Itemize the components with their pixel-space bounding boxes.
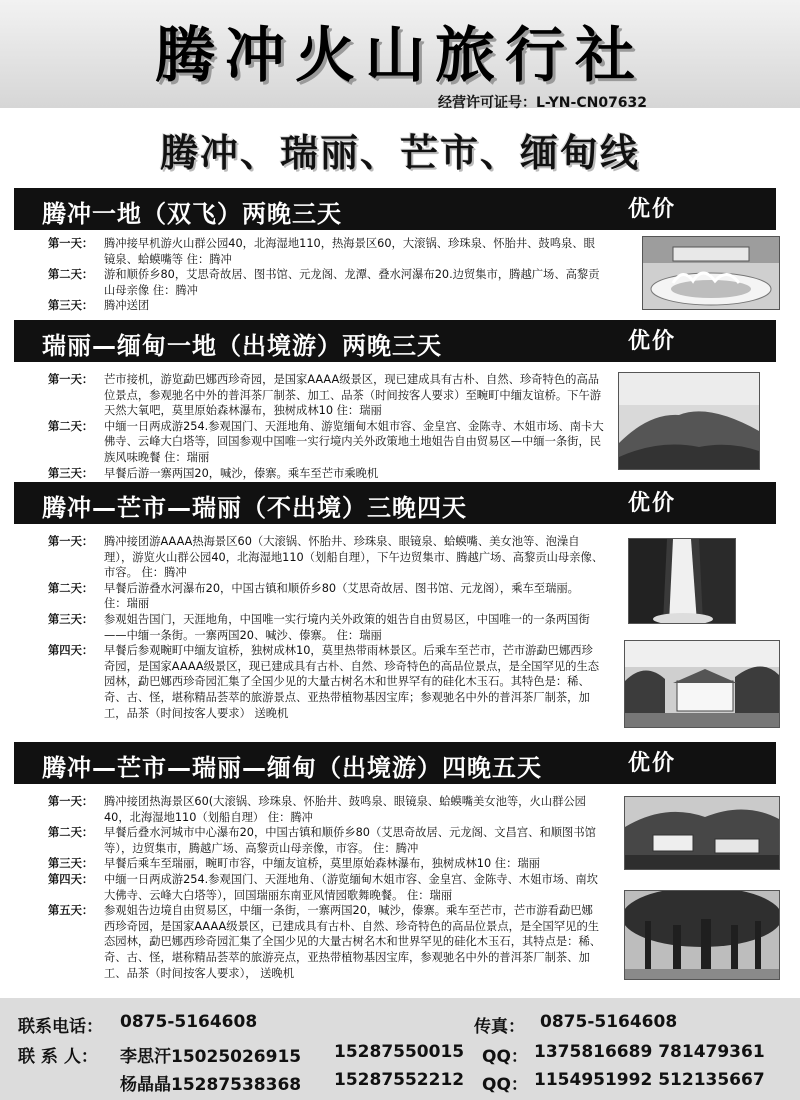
itinerary-2	[48, 372, 608, 481]
itinerary-day	[48, 466, 608, 482]
itinerary-day	[48, 419, 608, 466]
day-text: 芒市接机，游览勐巴娜西珍奇园，是国家AAAA级景区，现已建成具有古朴、自然、珍奇特色的高品位景点，参观驰名中外的普洱茶厂制茶、加工、品茶（时间按客人要求）至畹町中缅友谊桥。下午游天然大氧吧，莫里原始森林瀑布，独树成林10 住：瑞丽	[104, 373, 602, 418]
section-bar-4	[14, 742, 776, 784]
itinerary-day	[48, 581, 604, 612]
volcano-photo	[618, 372, 760, 470]
day-label: 第三天：	[48, 612, 94, 626]
contact-name-phone: 李思汗15025026915	[120, 1047, 302, 1067]
day-label: 第二天：	[48, 419, 94, 433]
fax-label: 传真：	[474, 1017, 525, 1037]
day-text: 参观姐告边境自由贸易区，中缅一条街，一寨两国20，喊沙，傣寨。乘车至芒市，芒市游看勐巴娜西珍奇园，是国家AAAA级景区，已建成具有古朴、自然、珍奇特色的高品位景点，是全国罕见的生态园林，勐巴娜西珍奇园汇集了全国少见的大量古树名木和世界罕见的硅化木玉石，其特点是：稀、奇、古、怪，堪称精品荟萃的旅游亮点，亚热带植物基因宝库，参观驰名中外的普洱茶厂制茶、加工、品茶（时间按客人要求）， 送晚机	[104, 904, 602, 980]
itinerary-day	[48, 825, 604, 856]
itinerary-day	[48, 298, 600, 314]
license-number: 经营许可证号：L-YN-CN07632	[438, 95, 648, 111]
day-label: 第五天：	[48, 904, 94, 918]
itinerary-4	[48, 794, 604, 981]
header-band	[0, 0, 800, 111]
itinerary-3	[48, 534, 604, 721]
waterfall-photo	[628, 538, 736, 624]
itinerary-day	[48, 236, 600, 267]
day-text: 早餐后叠水河城市中心瀑布20，中国古镇和顺侨乡80（艾思奇故居、元龙阁、文昌宫、和顺图书馆等），边贸集市，腾越广场、高黎贡山母亲像，市容。 住：腾冲	[104, 826, 596, 855]
day-text: 腾冲送团	[104, 299, 150, 313]
itinerary-day	[48, 903, 604, 981]
contact-phone-2: 15287552212	[334, 1070, 465, 1090]
banyan-tree-photo	[624, 890, 780, 980]
day-text: 中缅一日两成游254.参观国门、天涯地角、（游览缅甸木姐市容、金皇宫、金陈寺、木姐市场、南坎大佛寺、云峰大白塔等），回国瑞丽东南亚风情园歌舞晚餐。 住：瑞丽	[104, 872, 598, 902]
section-bar-1	[14, 188, 776, 230]
itinerary-day	[48, 612, 604, 643]
itinerary-day	[48, 372, 608, 419]
day-text: 中缅一日两成游254.参观国门、天涯地角、游览缅甸木姐市容、金皇宫、金陈寺、木姐市场、南卡大佛寺、云峰大白塔等，回国参观中国唯一实行境内关外政策地土地姐告自由贸易区—中缅一条街，民族风味晚餐 住：瑞丽	[104, 419, 604, 464]
day-text: 腾冲接团热海景区60(大滚锅、珍珠泉、怀胎井、鼓鸣泉、眼镜泉、蛤蟆嘴美女池等，火山群公园40，北海湿地110（划船自理） 住：腾冲	[104, 795, 586, 824]
price-badge: 优价	[628, 751, 677, 776]
qq-numbers: 1154951992 512135667	[534, 1070, 765, 1090]
price-badge: 优价	[628, 197, 677, 222]
day-text: 腾冲接团游AAAA热海景区60（大滚锅、怀胎井、珍珠泉、眼镜泉、蛤蟆嘴、美女池等、泡澡自理），游览火山群公园40，北海湿地110（划船自理），下午边贸集市、腾越广场、高黎贡山母亲像、市容。 住：腾冲	[104, 535, 604, 580]
section-title: 腾冲—芒市—瑞丽—缅甸（出境游）四晚五天	[42, 754, 542, 782]
hot-spring-photo	[642, 236, 780, 310]
day-label: 第二天：	[48, 581, 94, 595]
day-label: 第三天：	[48, 299, 94, 313]
phone-number: 0875-5164608	[120, 1012, 258, 1032]
qq-numbers: 1375816689 781479361	[534, 1042, 765, 1062]
section-bar-3	[14, 482, 776, 524]
day-text: 腾冲接早机游火山群公园40，北海湿地110，热海景区60，大滚锅、珍珠泉、怀胎井、鼓鸣泉、眼镜泉、蛤蟆嘴等 住：腾冲	[104, 237, 595, 266]
itinerary-day	[48, 856, 604, 872]
section-title: 腾冲—芒市—瑞丽（不出境）三晚四天	[42, 494, 467, 522]
garden-gate-photo	[624, 640, 780, 728]
day-label: 第二天：	[48, 826, 94, 840]
day-label: 第四天：	[48, 644, 94, 658]
contact-footer	[0, 998, 800, 1100]
day-text: 早餐后游一寨两国20，喊沙，傣寨。乘车至芒市乘晚机	[104, 466, 379, 480]
day-text: 参观姐告国门，天涯地角，中国唯一实行境内关外政策的姐告自由贸易区，中国唯一的一条两国街——中缅一条街。一寨两国20、喊沙、傣寨。 住：瑞丽	[104, 612, 590, 642]
agency-title: 腾冲火山旅行社	[155, 21, 645, 91]
day-label: 第二天：	[48, 268, 94, 282]
qq-label: QQ：	[482, 1047, 528, 1067]
section-bar-2	[14, 320, 776, 362]
day-text: 早餐后游叠水河瀑布20，中国古镇和顺侨乡80（艾思奇故居、图书馆、元龙阁），乘车至瑞丽。 住：瑞丽	[104, 581, 579, 611]
price-badge: 优价	[628, 329, 677, 354]
section-title: 瑞丽—缅甸一地（出境游）两晚三天	[42, 332, 442, 360]
day-label: 第一天：	[48, 237, 94, 250]
day-text: 游和顺侨乡80，艾思奇故居、图书馆、元龙阁、龙潭、叠水河瀑布20.边贸集市，腾越广场、高黎贡山母亲像 住：腾冲	[104, 268, 600, 297]
itinerary-day	[48, 643, 604, 721]
section-title: 腾冲一地（双飞）两晚三天	[42, 200, 342, 228]
contact-label: 联 系 人：	[18, 1047, 98, 1067]
day-label: 第三天：	[48, 466, 94, 480]
day-label: 第一天：	[48, 795, 94, 808]
contact-phone-2: 15287550015	[334, 1042, 465, 1062]
day-text: 早餐后参观畹町中缅友谊桥，独树成林10，莫里热带雨林景区。后乘车至芒市，芒市游勐巴娜西珍奇园，是国家AAAA级景区，现已建成具有古朴、自然、珍奇特色的高品位景点，是全国罕见的生态园林，勐巴娜西珍奇园汇集了全国少见的大量古树名木和世界罕有的硅化木玉石。其特色是：稀、奇、古、怪，堪称精品荟萃的旅游景点、亚热带植物基因宝库；参观驰名中外的普洱茶厂制茶，加工，品茶（时间按客人要求） 送晚机	[104, 644, 600, 720]
qq-label: QQ：	[482, 1075, 528, 1095]
village-photo	[624, 796, 780, 870]
price-badge: 优价	[628, 491, 677, 516]
phone-label: 联系电话：	[18, 1017, 103, 1037]
itinerary-day	[48, 534, 604, 581]
day-label: 第三天：	[48, 857, 94, 871]
itinerary-day	[48, 872, 604, 903]
itinerary-day	[48, 267, 600, 298]
day-text: 早餐后乘车至瑞丽，畹町市容，中缅友谊桥，莫里原始森林瀑布，独树成林10 住：瑞丽	[104, 857, 540, 871]
itinerary-day	[48, 794, 604, 825]
day-label: 第四天：	[48, 872, 94, 886]
fax-number: 0875-5164608	[540, 1012, 678, 1032]
itinerary-1	[48, 236, 600, 314]
day-label: 第一天：	[48, 535, 94, 548]
day-label: 第一天：	[48, 373, 94, 386]
route-banner: 腾冲、瑞丽、芒市、缅甸线	[159, 131, 640, 175]
contact-name-phone: 杨晶晶15287538368	[120, 1075, 302, 1095]
